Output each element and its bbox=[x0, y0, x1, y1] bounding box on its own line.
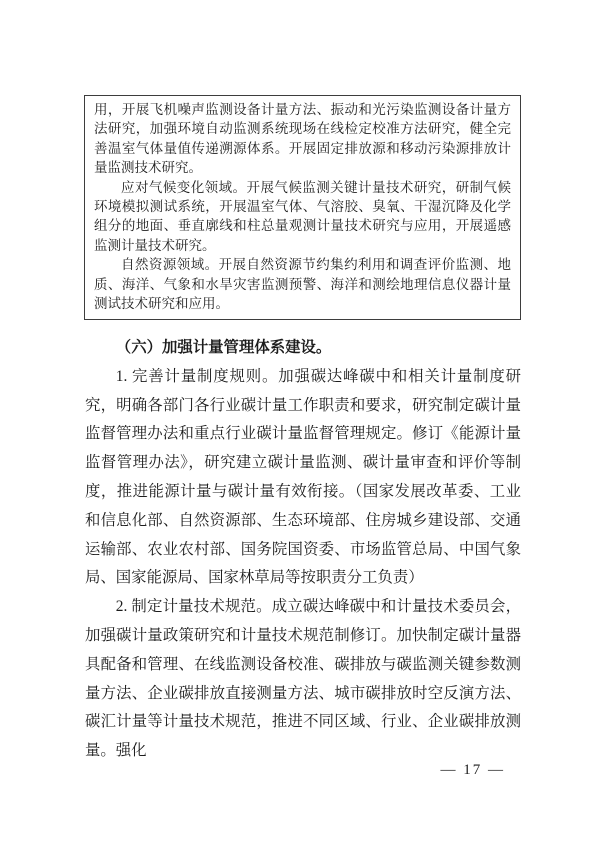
body-text bbox=[85, 334, 521, 766]
page-number: — 17 — bbox=[440, 762, 505, 778]
note-paragraph-climate: 应对气候变化领域。开展气候监测关键计量技术研究，研制气候环境模拟测试系统，开展温室气体、气溶胶、臭氧、干湿沉降及化学组分的地面、垂直廓线和柱总量观测计量技术研究与应用，开展遥感监测计量技术研究。 bbox=[94, 179, 511, 253]
section-heading: （六）加强计量管理体系建设。 bbox=[115, 339, 332, 356]
body-paragraph-1: 1. 完善计量制度规则。加强碳达峰碳中和相关计量制度研究，明确各部门各行业碳计量工作职责和要求，研究制定碳计量监督管理办法和重点行业碳计量监督管理规定。修订《能源计量监督管理办法》，研究建立碳计量监测、碳计量审查和评价等制度，推进能源计量与碳计量有效衔接。（国家发展改革委、工业和信息化部、自然资源部、生态环境部、住房城乡建设部、交通运输部、农业农村部、国务院国资委、市场监管总局、中国气象局、国家能源局、国家林草局等按职责分工负责） bbox=[85, 367, 521, 587]
boxed-note bbox=[84, 95, 521, 320]
note-paragraph-natural-resources: 自然资源领域。开展自然资源节约集约利用和调查评价监测、地质、海洋、气象和水旱灾害监测预警、海洋和测绘地理信息仪器计量测试技术研究和应用。 bbox=[94, 257, 511, 312]
note-paragraph-continuation: 用，开展飞机噪声监测设备计量方法、振动和光污染监测设备计量方法研究，加强环境自动监测系统现场在线检定校准方法研究，健全完善温室气体量值传递溯源体系。开展固定排放源和移动污染源排放计量监测技术研究。 bbox=[94, 102, 511, 176]
body-paragraph-2: 2. 制定计量技术规范。成立碳达峰碳中和计量技术委员会，加强碳计量政策研究和计量技术规范制修订。加快制定碳计量器具配备和管理、在线监测设备校准、碳排放与碳监测关键参数测量方法、企业碳排放直接测量方法、城市碳排放时空反演方法、碳汇计量等计量技术规范，推进不同区域、行业、企业碳排放测量。强化 bbox=[85, 598, 521, 760]
